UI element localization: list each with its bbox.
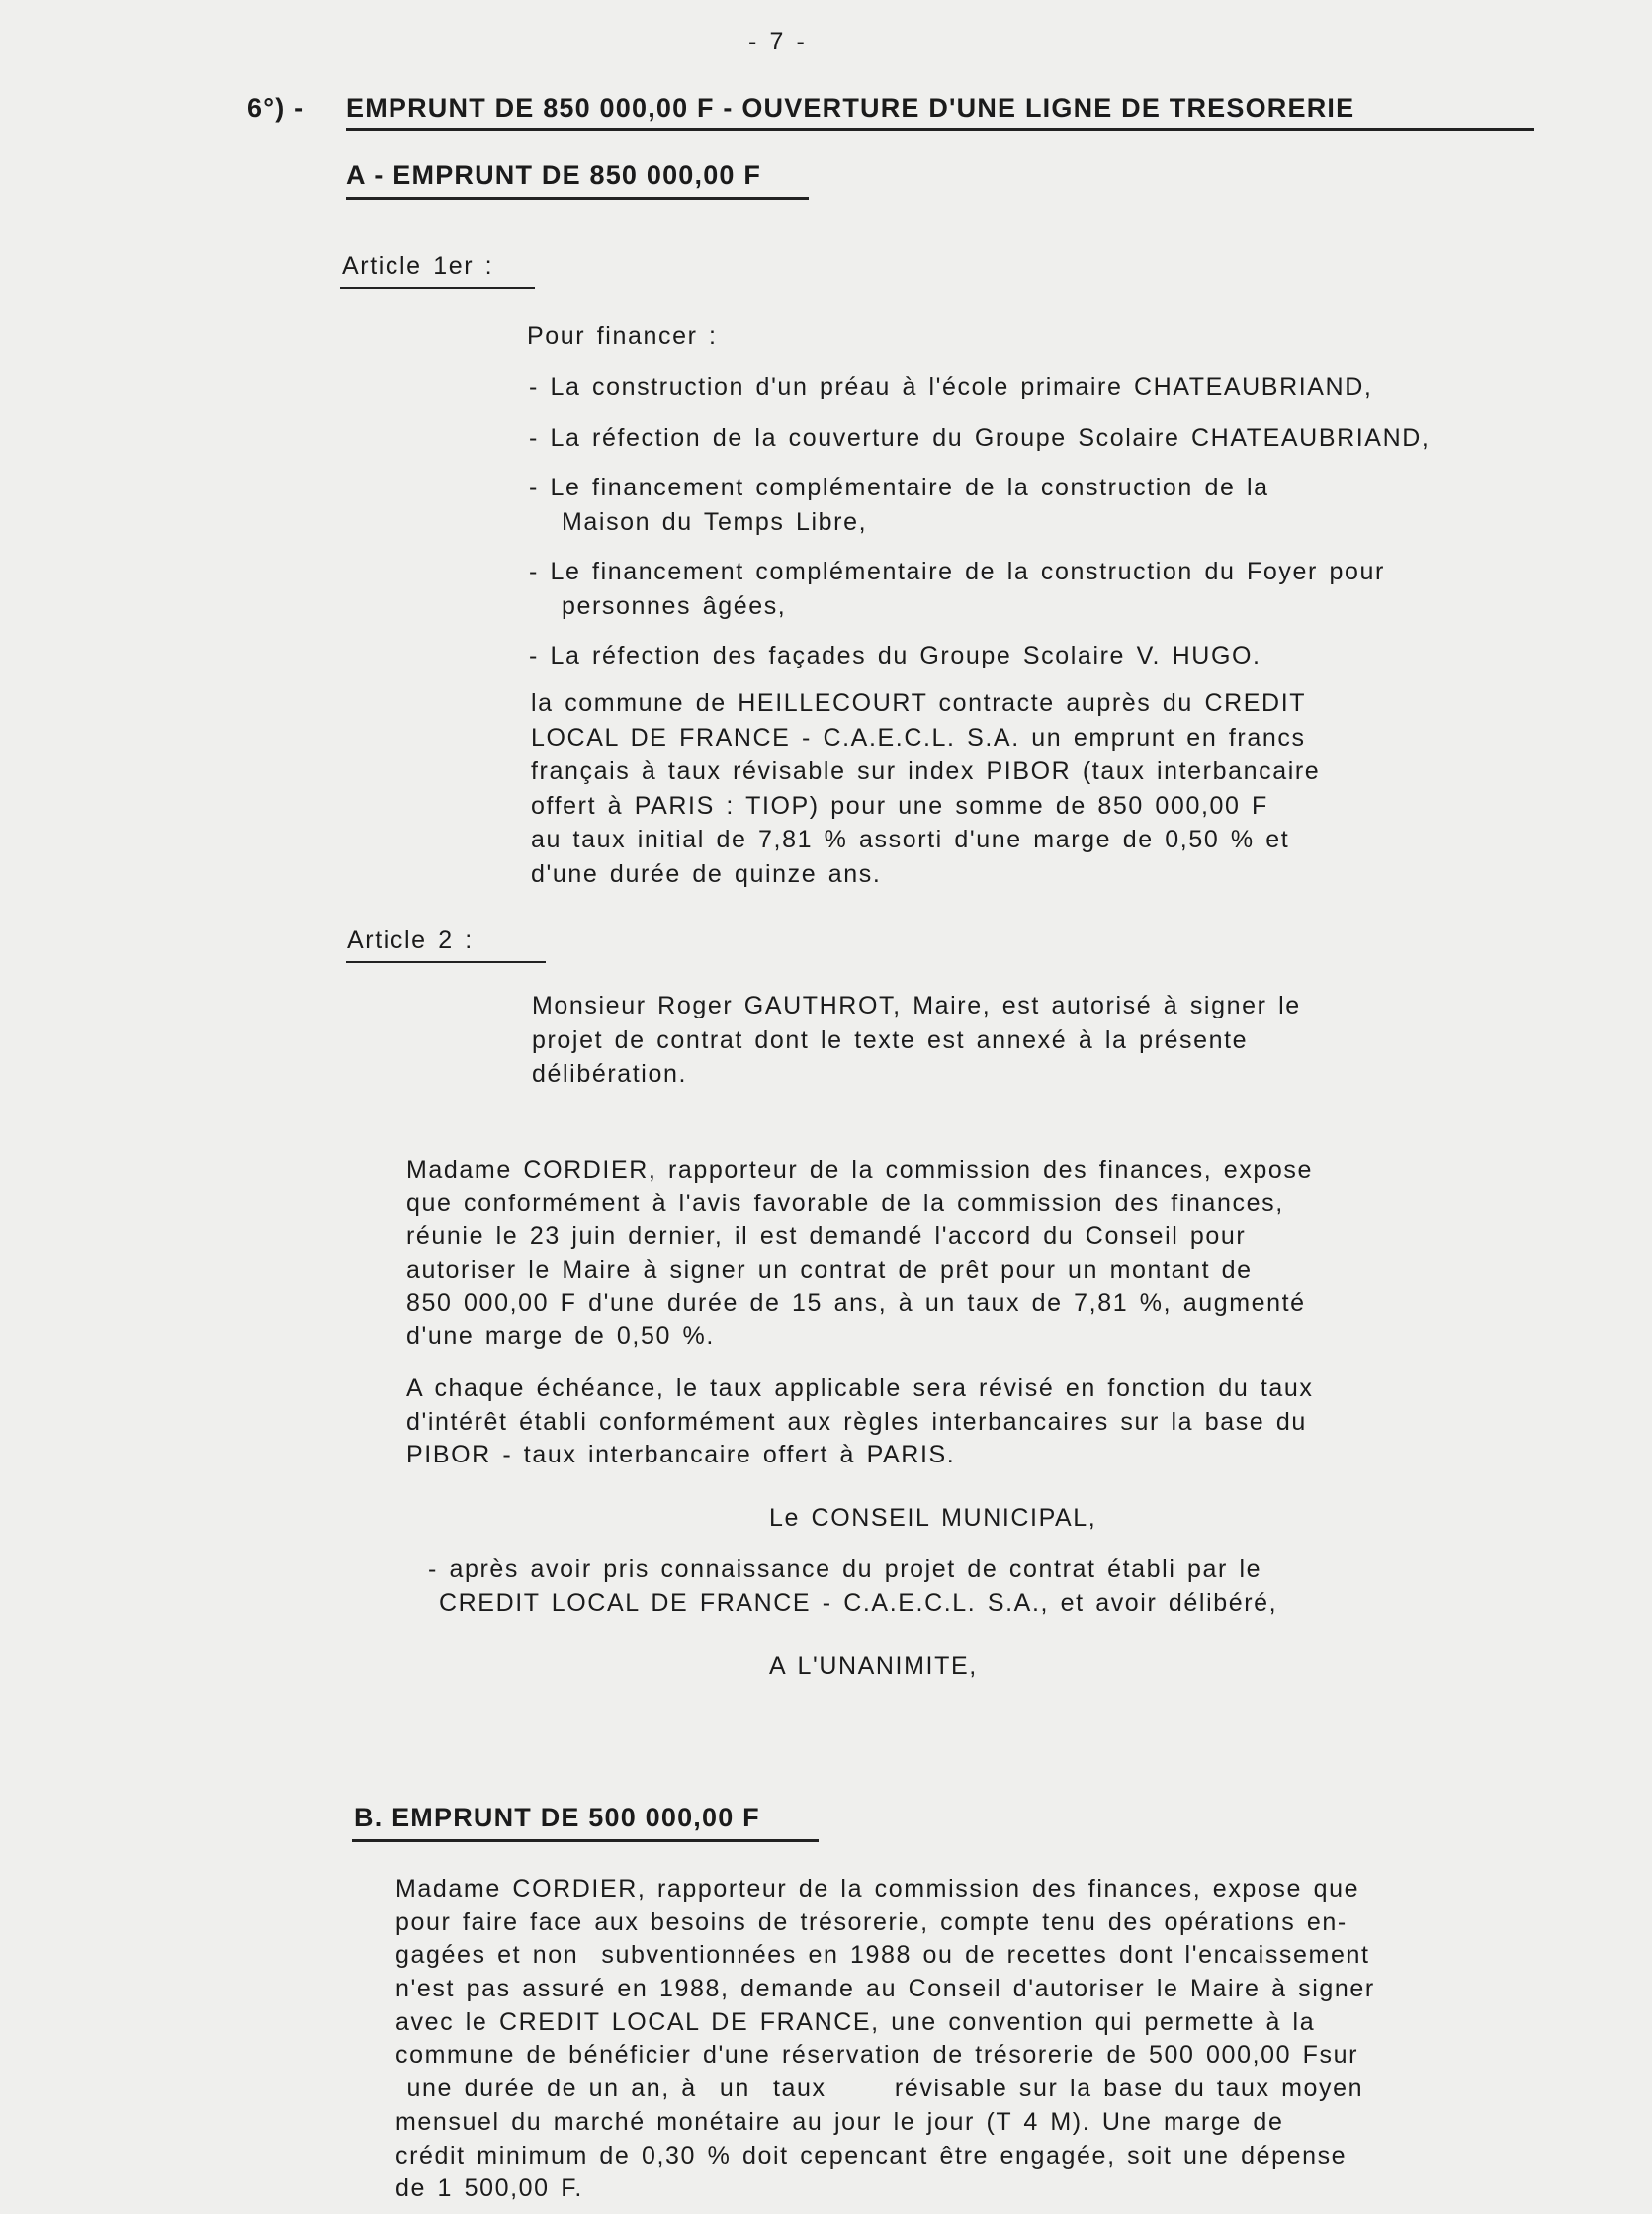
article2-label: Article 2 : <box>347 927 474 954</box>
article1-label: Article 1er : <box>342 252 494 280</box>
part-a-underline <box>346 197 809 200</box>
text-line: - La construction d'un préau à l'école primaire CHATEAUBRIAND, <box>529 373 1373 400</box>
article2-underline <box>346 961 546 963</box>
text-line: Monsieur Roger GAUTHROT, Maire, est autorisé à signer le <box>532 992 1301 1019</box>
text-line: LOCAL DE FRANCE - C.A.E.C.L. S.A. un emprunt en francs <box>531 723 1306 752</box>
text-line: PIBOR - taux interbancaire offert à PARIS. <box>406 1441 956 1469</box>
text-line: offert à PARIS : TIOP) pour une somme de 850 000,00 F <box>531 791 1268 820</box>
part-b-underline <box>352 1839 819 1842</box>
part-b-paragraph <box>395 1873 1375 2206</box>
financing-intro: Pour financer : <box>527 322 718 350</box>
text-line: français à taux révisable sur index PIBOR (taux interbancaire <box>531 757 1321 785</box>
text-line: Madame CORDIER, rapporteur de la commission des finances, expose <box>406 1156 1314 1184</box>
text-line: de 1 500,00 F. <box>395 2174 583 2203</box>
text-line: - La réfection des façades du Groupe Scolaire V. HUGO. <box>529 642 1261 669</box>
item-2 <box>529 421 1430 456</box>
text-line: autoriser le Maire à signer un contrat de prêt pour un montant de <box>406 1256 1253 1284</box>
text-line: commune de bénéficier d'une réservation de trésorerie de 500 000,00 Fsur <box>395 2041 1359 2070</box>
text-line: crédit minimum de 0,30 % doit cepencant être engagée, soit une dépense <box>395 2141 1348 2170</box>
text-line: - La réfection de la couverture du Groupe Scolaire CHATEAUBRIAND, <box>529 424 1431 452</box>
page-number: - 7 - <box>748 28 807 55</box>
article1-underline <box>340 287 535 289</box>
text-line: Maison du Temps Libre, <box>562 507 868 536</box>
text-line: 850 000,00 F d'une durée de 15 ans, à un taux de 7,81 %, augmenté <box>406 1288 1306 1317</box>
item-5 <box>529 639 1261 673</box>
text-line: une durée de un an, à un taux révisable sur la base du taux moyen <box>395 2075 1364 2103</box>
text-line: mensuel du marché monétaire au jour le jour (T 4 M). Une marge de <box>395 2107 1284 2136</box>
article2-paragraph <box>532 989 1301 1092</box>
text-line: - après avoir pris connaissance du projet de contrat établi par le <box>428 1555 1262 1583</box>
text-line: Madame CORDIER, rapporteur de la commission des finances, expose que <box>395 1875 1360 1903</box>
section-title-underline <box>346 128 1534 131</box>
text-line: réunie le 23 juin dernier, il est demandé l'accord du Conseil pour <box>406 1222 1247 1251</box>
text-line: d'une durée de quinze ans. <box>531 859 882 888</box>
text-line: projet de contrat dont le texte est annexé à la présente <box>532 1025 1249 1054</box>
text-line: avec le CREDIT LOCAL DE FRANCE, une convention qui permette à la <box>395 2007 1316 2036</box>
text-line: d'une marge de 0,50 %. <box>406 1322 715 1351</box>
item-3 <box>529 471 1269 539</box>
item-1 <box>529 370 1372 404</box>
article1-paragraph <box>531 686 1320 891</box>
text-line: la commune de HEILLECOURT contracte auprès du CREDIT <box>531 689 1307 717</box>
council-heading: Le CONSEIL MUNICIPAL, <box>769 1504 1097 1532</box>
revision-paragraph <box>406 1373 1314 1472</box>
part-b-heading: B. EMPRUNT DE 500 000,00 F <box>354 1803 760 1832</box>
text-line: n'est pas assuré en 1988, demande au Conseil d'autoriser le Maire à signer <box>395 1975 1375 2003</box>
considering-paragraph <box>428 1553 1277 1620</box>
text-line: personnes âgées, <box>562 591 787 620</box>
text-line: gagées et non subventionnées en 1988 ou de recettes dont l'encaissement <box>395 1941 1370 1970</box>
text-line: A chaque échéance, le taux applicable sera révisé en fonction du taux <box>406 1374 1314 1402</box>
text-line: au taux initial de 7,81 % assorti d'une marge de 0,50 % et <box>531 826 1290 853</box>
item-4 <box>529 555 1385 623</box>
text-line: pour faire face aux besoins de trésorerie, compte tenu des opérations en- <box>395 1907 1348 1936</box>
text-line: délibération. <box>532 1060 688 1088</box>
report-paragraph <box>406 1154 1313 1354</box>
text-line: CREDIT LOCAL DE FRANCE - C.A.E.C.L. S.A., et avoir délibéré, <box>439 1588 1278 1617</box>
text-line: d'intérêt établi conformément aux règles interbancaires sur la base du <box>406 1407 1307 1436</box>
vote-result: A L'UNANIMITE, <box>769 1652 978 1680</box>
text-line: que conformément à l'avis favorable de la commission des finances, <box>406 1189 1284 1217</box>
text-line: - Le financement complémentaire de la construction du Foyer pour <box>529 558 1385 585</box>
part-a-heading: A - EMPRUNT DE 850 000,00 F <box>346 160 762 190</box>
section-title: EMPRUNT DE 850 000,00 F - OUVERTURE D'UNE LIGNE DE TRESORERIE <box>346 93 1355 123</box>
section-number: 6°) - <box>247 93 304 123</box>
text-line: - Le financement complémentaire de la construction de la <box>529 474 1269 501</box>
